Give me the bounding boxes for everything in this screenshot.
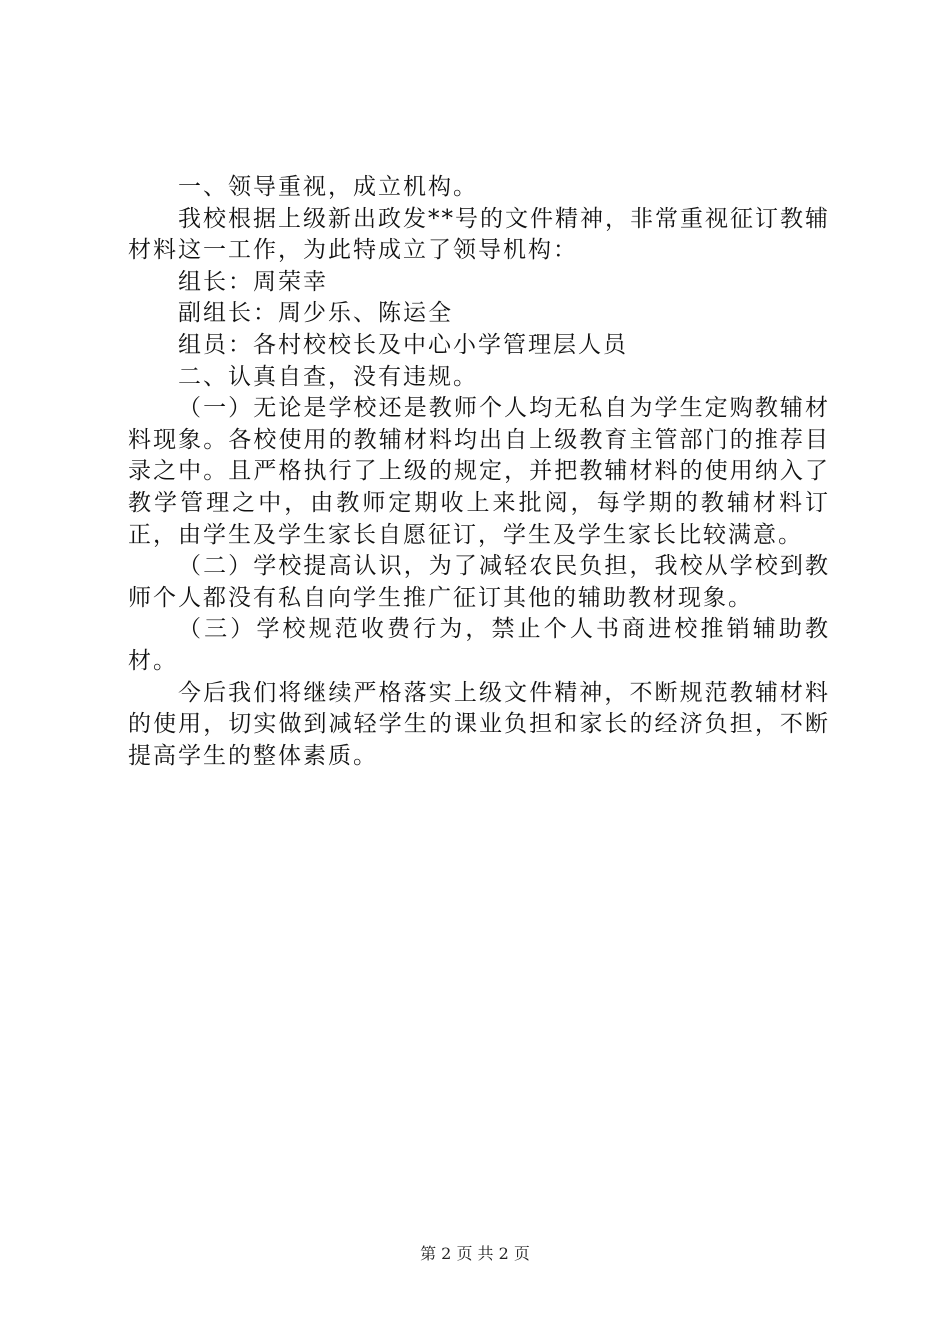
paragraph-group-leader: 组长：周荣幸 xyxy=(178,268,328,295)
paragraph-conclusion: 今后我们将继续严格落实上级文件精神，不断规范教辅材料的使用，切实做到减轻学生的课业负担和家长的经济负担，不断提高学生的整体素质。 xyxy=(128,679,830,769)
page-footer: 第 2 页 共 2 页 xyxy=(420,1244,530,1263)
paragraph-members: 组员：各村校校长及中心小学管理层人员 xyxy=(178,331,628,358)
paragraph-item-3: （三）学校规范收费行为，禁止个人书商进校推销辅助教材。 xyxy=(128,616,830,674)
paragraph-item-2: （二）学校提高认识，为了减轻农民负担，我校从学校到教师个人都没有私自向学生推广征订其他的辅助教材现象。 xyxy=(128,553,830,611)
document-body xyxy=(128,172,830,772)
paragraph-deputy-leader: 副组长：周少乐、陈运全 xyxy=(178,300,453,327)
paragraph-item-1: （一）无论是学校还是教师个人均无私自为学生定购教辅材料现象。各校使用的教辅材料均出自上级教育主管部门的推荐目录之中。且严格执行了上级的规定，并把教辅材料的使用纳入了教学管理之中，由教师定期收上来批阅，每学期的教辅材料订正，由学生及学生家长自愿征订，学生及学生家长比较满意。 xyxy=(128,395,830,548)
heading-section-2: 二、认真自查，没有违规。 xyxy=(178,363,478,390)
heading-section-1: 一、领导重视，成立机构。 xyxy=(178,174,478,200)
paragraph-intro: 我校根据上级新出政发**号的文件精神，非常重视征订教辅材料这一工作，为此特成立了领导机构： xyxy=(128,205,830,264)
